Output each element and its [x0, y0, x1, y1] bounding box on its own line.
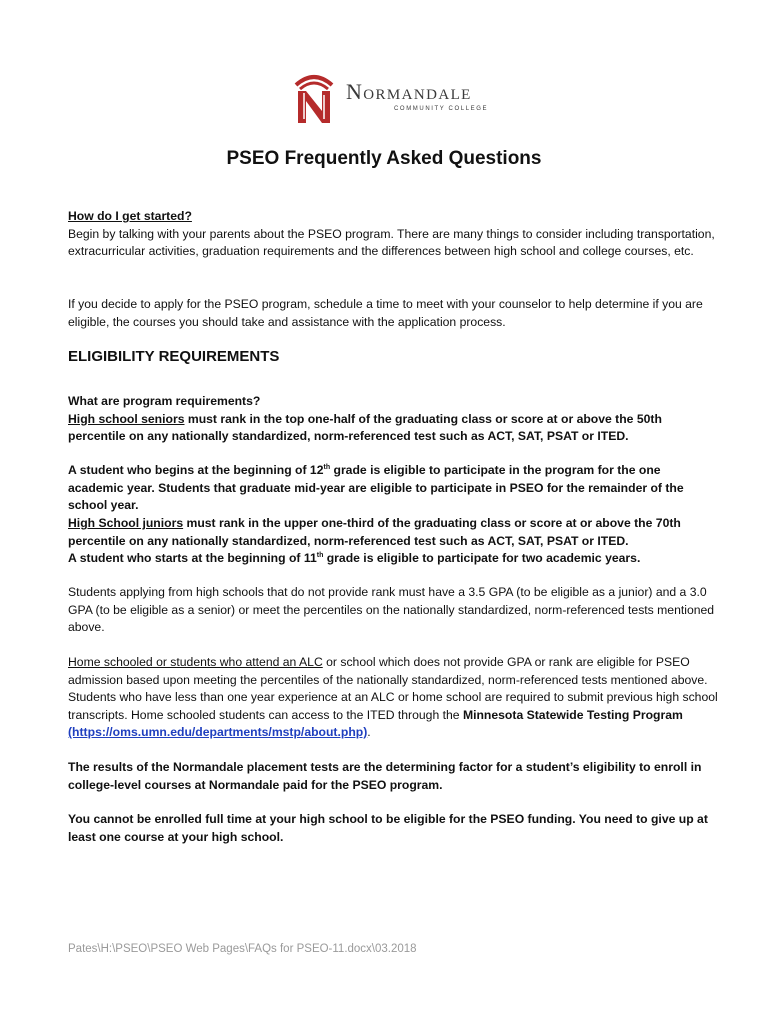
text-run: grade is eligible to participate for two academic years. — [323, 551, 641, 565]
superscript: th — [316, 551, 324, 559]
logo-name: Normandale — [346, 78, 472, 104]
text-run: or school which does not provide GPA or rank are eligible for PSEO admission based upon meeting the percentiles of the nationally standardized, norm-referenced tests mentioned above. Students who have less than one year experience at an ALC or home school are required to submit previous high school transcripts. Home schooled students can access to the ITED through the — [68, 655, 718, 722]
paragraph — [68, 411, 718, 446]
logo-subtitle: COMMUNITY COLLEGE — [394, 105, 489, 112]
paragraph: Begin by talking with your parents about the PSEO program. There are many things to consider including transportation, extracurricular activities, graduation requirements and the differences between high school and college courses, etc. — [68, 226, 715, 258]
page-title: PSEO Frequently Asked Questions — [226, 148, 542, 169]
juniors-label: High School juniors — [68, 516, 184, 530]
juniors-paragraph — [68, 515, 718, 568]
faq-apply-paragraph — [68, 296, 718, 331]
faq-get-started — [68, 208, 718, 261]
home-school-paragraph — [68, 654, 718, 742]
question-heading: How do I get started? — [68, 209, 192, 223]
twelfth-grade-paragraph — [68, 462, 718, 515]
testing-program-link[interactable]: (https://oms.umn.edu/departments/mstp/about.php) — [68, 725, 368, 739]
section-heading: ELIGIBILITY REQUIREMENTS — [68, 348, 280, 365]
seniors-label: High school seniors — [68, 411, 185, 426]
full-time-paragraph — [68, 811, 718, 846]
footer-file-path: Pates\H:\PSEO\PSEO Web Pages\FAQs for PSEO-11.docx\03.2018 — [68, 943, 417, 955]
seniors-text: must rank in the top one-half of the graduating class or score at or above the 50th percentile on any nationally standardized, norm-referenced test such as ACT, SAT, PSAT or ITED. — [68, 411, 662, 443]
paragraph: You cannot be enrolled full time at your high school to be eligible for the PSEO funding. You need to give up at least one course at your high school. — [68, 812, 708, 844]
juniors-text: must rank in the upper one-third of the graduating class or score at or above the 70th percentile on any nationally standardized, norm-referenced test such as ACT, SAT, PSAT or ITED. — [68, 516, 681, 548]
text-run: grade is eligible to participate in the program for the one academic year. Students that graduate mid-year are eligible to participate in PSEO for the remainder of the school year. — [68, 463, 684, 512]
paragraph: If you decide to apply for the PSEO program, schedule a time to meet with your counselor to help determine if you are eligible, the courses you should take and assistance with the application process. — [68, 297, 703, 329]
text-run: A student who starts at the beginning of 11 — [68, 551, 317, 565]
superscript: th — [323, 463, 331, 471]
testing-program-name: Minnesota Statewide Testing Program — [462, 707, 683, 722]
text-run: . — [367, 725, 371, 739]
normandale-logo — [292, 66, 488, 126]
placement-paragraph — [68, 759, 718, 794]
paragraph: Students applying from high schools that do not provide rank must have a 3.5 GPA (to be eligible as a junior) and a 3.0 GPA (to be eligible as a senior) or meet the percentiles on the nationally standardized, norm-referenced tests mentioned above. — [68, 585, 715, 634]
text-run: A student who begins at the beginning of 12 — [68, 463, 324, 477]
program-requirements — [68, 393, 718, 446]
paragraph: The results of the Normandale placement tests are the determining factor for a student’s eligibility to enroll in college-level courses at Normandale paid for the PSEO program. — [68, 760, 702, 792]
question-heading: What are program requirements? — [68, 394, 261, 408]
no-rank-paragraph — [68, 584, 718, 637]
normandale-emblem-icon — [292, 67, 336, 125]
home-school-label: Home schooled or students who attend an ALC — [68, 655, 323, 669]
